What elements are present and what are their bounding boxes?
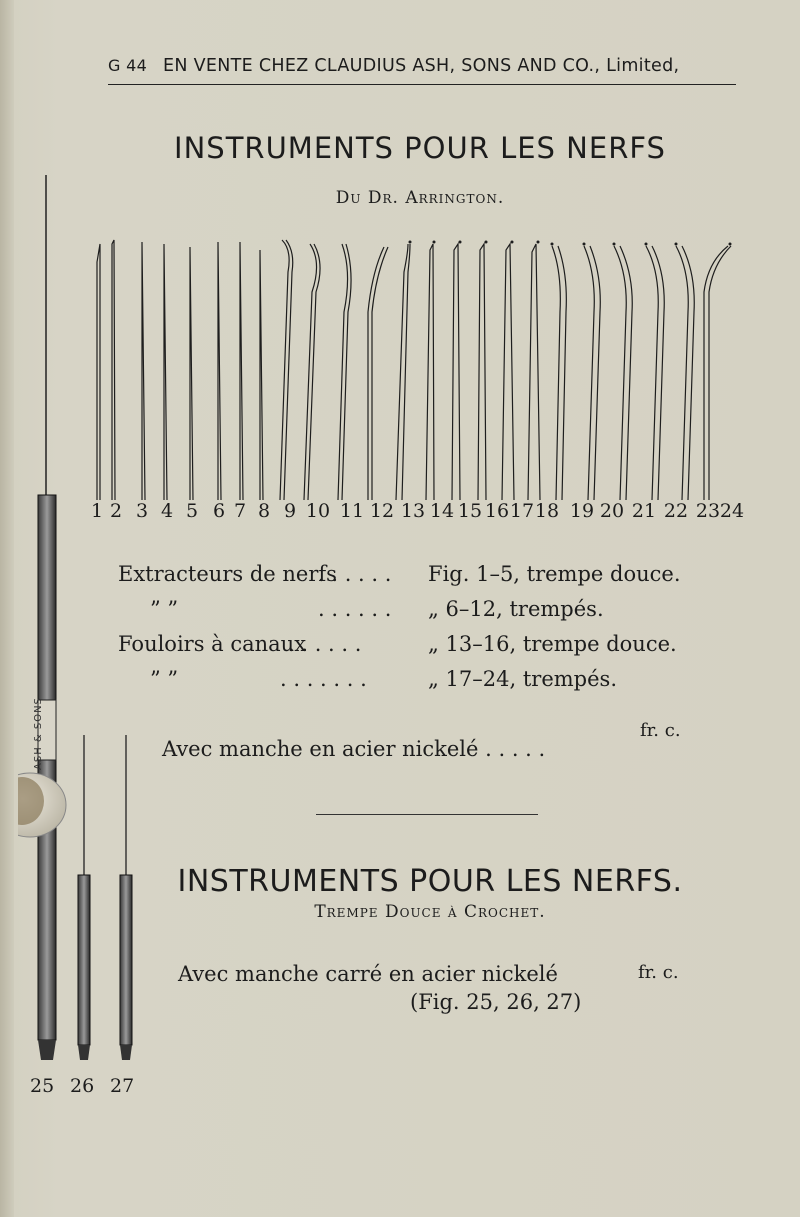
page-number: G 44: [108, 56, 148, 75]
figure-reference: (Fig. 25, 26, 27): [410, 990, 582, 1014]
fig-label: 4: [160, 500, 174, 522]
section2-line: Avec manche carré en acier nickelé: [178, 962, 558, 986]
dot-leader: . . . . . . .: [280, 667, 367, 691]
section2-title: INSTRUMENTS POUR LES NERFS.: [177, 864, 683, 899]
section1-title: INSTRUMENTS POUR LES NERFS: [174, 131, 666, 165]
fig-label: 1: [90, 500, 104, 522]
fig-label: 16: [484, 500, 510, 522]
fig-label: 25: [30, 1075, 55, 1097]
header-rule: [108, 84, 736, 85]
section2-subtitle: Trempe Douce à Crochet.: [314, 902, 546, 922]
item-detail: „ 13–16, trempe douce.: [428, 632, 677, 656]
fig-label: 27: [110, 1075, 135, 1097]
fig-label: 12: [369, 500, 395, 522]
fig-label: 11: [339, 500, 365, 522]
fig-label: 3: [135, 500, 149, 522]
fig-label: 9: [283, 500, 297, 522]
item-detail: Fig. 1–5, trempe douce.: [428, 562, 681, 586]
section1-subtitle: Du Dr. Arrington.: [335, 188, 505, 208]
figure-number-labels: [90, 500, 745, 530]
fig-label: 6: [212, 500, 226, 522]
fig-label: 7: [233, 500, 247, 522]
fig-label: 26: [70, 1075, 95, 1097]
item-detail: „ 17–24, trempés.: [428, 667, 617, 691]
header-text: EN VENTE CHEZ CLAUDIUS ASH, SONS AND CO., Limited,: [163, 56, 680, 76]
fig-label: 14: [429, 500, 455, 522]
item-detail: „ 6–12, trempés.: [428, 597, 604, 621]
price-units-label: fr. c.: [640, 720, 681, 741]
item-name: ” ”: [150, 667, 179, 691]
fig-label: 18: [534, 500, 560, 522]
dot-leader: . . . . . .: [318, 597, 392, 621]
item-name: Fouloirs à canaux: [118, 632, 307, 656]
nerf-instruments-illustration: [92, 232, 742, 502]
fig-label: 20: [599, 500, 625, 522]
fig-label: 13: [400, 500, 426, 522]
fig-label: 10: [305, 500, 331, 522]
fig-label: 8: [257, 500, 271, 522]
fig-label: 17: [509, 500, 535, 522]
handle-line: Avec manche en acier nickelé . . . . .: [162, 737, 546, 761]
fig-label: 21: [631, 500, 657, 522]
maker-stamp: ASH & SONS: [33, 697, 44, 770]
fig-label: 5: [185, 500, 199, 522]
section-divider: [316, 814, 538, 815]
running-header: [108, 56, 738, 76]
fig-label: 19: [569, 500, 595, 522]
item-name: Extracteurs de nerfs: [118, 562, 337, 586]
fig-label: 15: [457, 500, 483, 522]
dot-leader: . . . . . .: [288, 632, 362, 656]
hook-instruments-illustration: [18, 175, 148, 1070]
fig-label: 2: [109, 500, 123, 522]
fig-label: 23: [695, 500, 721, 522]
price-units-label: fr. c.: [638, 962, 679, 983]
dot-leader: . . . . . .: [318, 562, 392, 586]
page-binding-edge: [0, 0, 14, 1217]
item-name: ” ”: [150, 597, 179, 621]
fig-label: 24: [719, 500, 745, 522]
fig-label: 22: [663, 500, 689, 522]
